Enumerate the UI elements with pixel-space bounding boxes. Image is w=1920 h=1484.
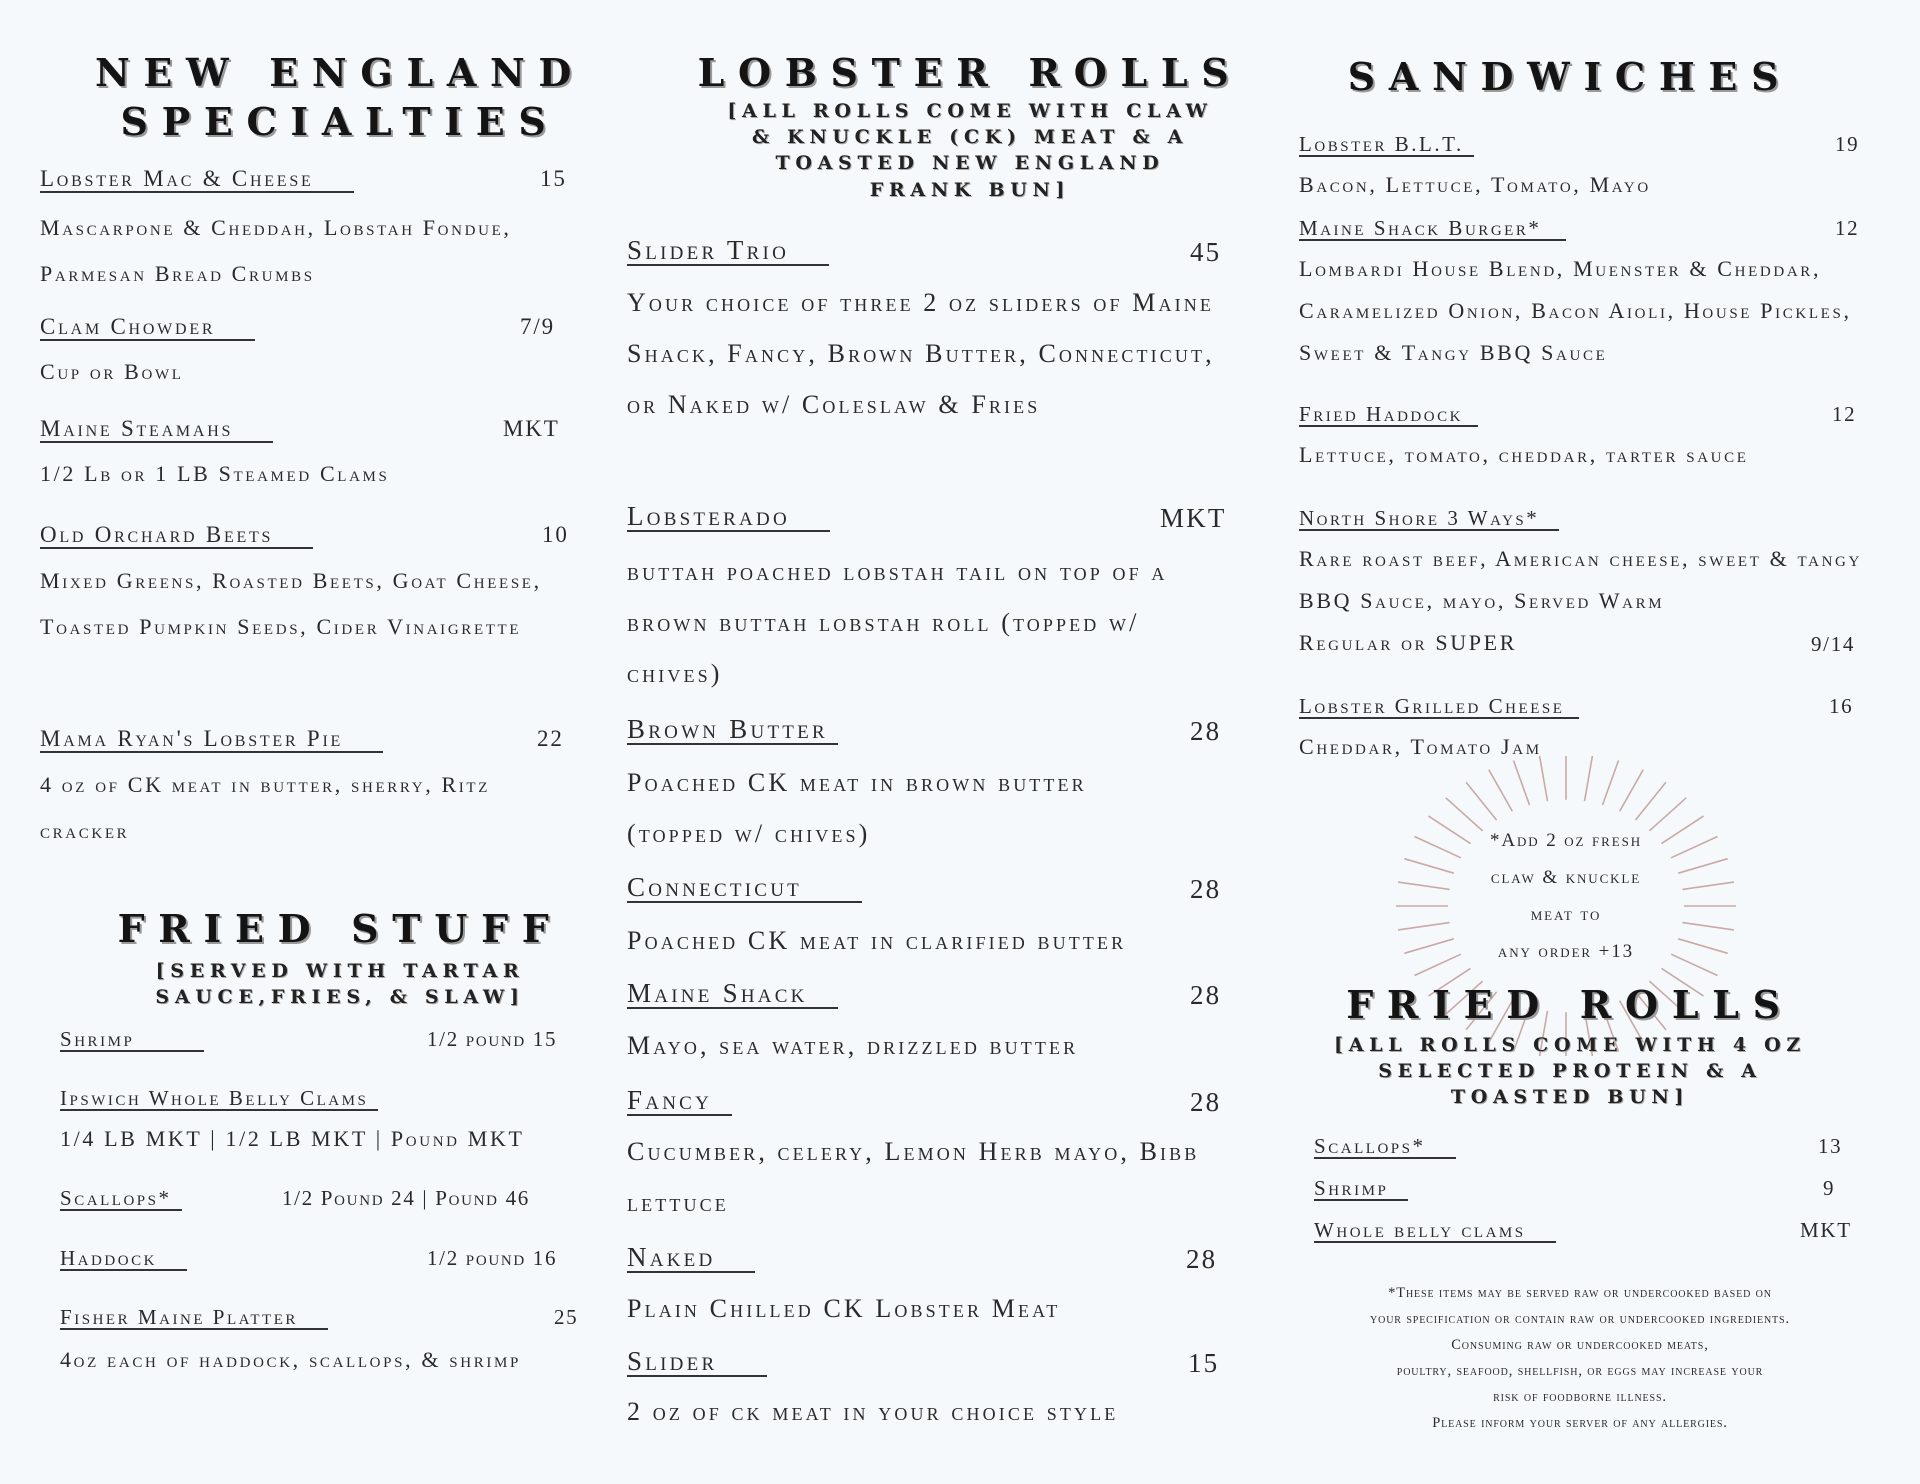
menu-item-price: 1/2 pound 15 [427, 1027, 558, 1051]
sunburst-ray [1620, 770, 1644, 812]
menu-item-price: 9 [1823, 1176, 1836, 1200]
menu-item-desc: Lombardi House Blend, Muenster & Cheddar, Caramelized Onion, Bacon Aioli, House Pickles, Sweet & Tangy BBQ Sauce [1299, 256, 1852, 365]
specialties-title-line1: NEW ENGLAND [94, 50, 586, 95]
disclaimer-line5: risk of foodborne illness. [1493, 1389, 1667, 1405]
menu-item-desc: 4 oz of CK meat in butter, sherry, Ritz cracker [40, 772, 491, 843]
menu-item-name: Ipswich Whole Belly Clams [60, 1086, 378, 1111]
menu-item-name: Scallops* [60, 1186, 182, 1211]
menu-item-price: 12 [1832, 402, 1857, 426]
addon-note [1446, 822, 1686, 970]
menu-item-price: MKT [1800, 1218, 1852, 1242]
addon-line2: claw & knuckle [1490, 867, 1642, 888]
sunburst-ray [1539, 756, 1547, 801]
sunburst-ray [1603, 761, 1619, 806]
menu-item-price: 1/2 Pound 24 | Pound 46 [282, 1186, 530, 1210]
menu-item-name: Connecticut [627, 872, 862, 903]
menu-item-price: 22 [537, 726, 564, 751]
menu-item-name: Shrimp [1314, 1176, 1408, 1201]
menu-item-desc: Cucumber, celery, Lemon Herb mayo, Bibb lettuce [627, 1137, 1200, 1217]
menu-item-price: 15 [1188, 1348, 1220, 1378]
menu-item-price: 7/9 [520, 314, 555, 339]
fried-stuff-subtitle-line2: SAUCE,FRIES, & SLAW] [155, 986, 525, 1009]
menu-item-name: Fisher Maine Platter [60, 1305, 328, 1330]
fried-rolls-subtitle-line1: [ALL ROLLS COME WITH 4 OZ [1334, 1034, 1806, 1056]
menu-item-price: 25 [554, 1305, 579, 1329]
menu-item-price: 12 [1835, 216, 1860, 240]
menu-item-price: MKT [503, 416, 560, 441]
menu-item-desc: Plain Chilled CK Lobster Meat [627, 1294, 1061, 1323]
menu-item-desc: Rare roast beef, American cheese, sweet & tangy BBQ Sauce, mayo, Served Warm [1299, 546, 1863, 613]
menu-item-price: 28 [1190, 716, 1222, 746]
menu-item-desc: Lettuce, tomato, cheddar, tarter sauce [1299, 442, 1749, 467]
sunburst-ray [1466, 782, 1497, 820]
menu-item-name: Clam Chowder [40, 314, 255, 341]
menu-item-price: 45 [1190, 237, 1222, 267]
menu-item-desc: buttah poached lobstah tail on top of a brown buttah lobstah roll (topped w/ chives) [627, 557, 1168, 688]
specialties-title-line2: SPECIALTIES [120, 99, 560, 145]
menu-item-name: Maine Shack Burger* [1299, 216, 1566, 241]
menu-item-desc: Mixed Greens, Roasted Beets, Goat Cheese, Toasted Pumpkin Seeds, Cider Vinaigrette [40, 568, 542, 639]
menu-item-name: Mama Ryan's Lobster Pie [40, 726, 383, 753]
menu-item-name: Naked [627, 1242, 755, 1273]
menu-item-price: 28 [1186, 1244, 1218, 1274]
menu-item-desc: Cup or Bowl [40, 359, 184, 384]
sunburst-ray [1683, 923, 1734, 930]
menu-item-desc: 1/4 LB MKT | 1/2 LB MKT | Pound MKT [60, 1126, 525, 1151]
menu-item-name: Slider [627, 1346, 767, 1377]
menu-item-desc: Bacon, Lettuce, Tomato, Mayo [1299, 172, 1651, 197]
menu-item-desc-option: Regular or SUPER [1299, 630, 1518, 655]
menu-item-price: 9/14 [1811, 632, 1856, 656]
menu-item-price: 16 [1829, 694, 1854, 718]
menu-item-desc: Poached CK meat in clarified butter [627, 926, 1127, 955]
disclaimer-line6: Please inform your server of any allergies. [1432, 1415, 1728, 1431]
menu-item-desc: Mascarpone & Cheddah, Lobstah Fondue, Parmesan Bread Crumbs [40, 215, 512, 286]
sunburst-ray [1489, 770, 1513, 812]
fried-stuff-subtitle [40, 958, 640, 1010]
menu-item-price: 10 [542, 522, 569, 547]
menu-item-name: Scallops* [1314, 1134, 1456, 1159]
disclaimer [1300, 1280, 1860, 1436]
menu-item-name: Maine Shack [627, 978, 838, 1009]
sunburst-ray [1585, 756, 1593, 801]
lobster-rolls-subtitle-line3: TOASTED NEW ENGLAND [775, 152, 1165, 175]
disclaimer-line4: poultry, seafood, shellfish, or eggs may increase your [1396, 1363, 1764, 1379]
lobster-rolls-subtitle-line2: & KNUCKLE (CK) MEAT & A [751, 126, 1189, 149]
menu-item-name: Lobster B.L.T. [1299, 132, 1474, 157]
specialties-title [40, 48, 640, 147]
menu-item-price: 15 [540, 166, 567, 191]
menu-item-name: Lobster Mac & Cheese [40, 166, 354, 193]
menu-item-name: Fancy [627, 1085, 732, 1116]
menu-item-name: Whole belly clams [1314, 1218, 1556, 1243]
menu-item-price: 28 [1190, 874, 1222, 904]
menu-item-name: Fried Haddock [1299, 402, 1478, 427]
menu-item-desc: 2 oz of ck meat in your choice style [627, 1397, 1119, 1426]
sunburst-ray [1635, 782, 1666, 820]
fried-rolls-subtitle [1290, 1032, 1850, 1111]
menu-item-name: Brown Butter [627, 714, 838, 745]
addon-line3: meat to [1530, 904, 1602, 925]
menu-item-name: Old Orchard Beets [40, 522, 313, 549]
menu-item-name: Lobsterado [627, 501, 830, 532]
fried-stuff-title: FRIED STUFF [117, 906, 563, 951]
addon-line1: *Add 2 oz fresh [1489, 830, 1643, 851]
disclaimer-line2: your specification or contain raw or undercooked ingredients. [1370, 1311, 1790, 1327]
lobster-rolls-subtitle-line4: FRANK BUN] [869, 178, 1071, 201]
menu-item-desc: Mayo, sea water, drizzled butter [627, 1031, 1079, 1060]
sunburst-ray [1398, 882, 1449, 889]
menu-item-desc: Poached CK meat in brown butter (topped w/ chives) [627, 768, 1087, 848]
addon-line4: any order +13 [1497, 941, 1635, 962]
fried-rolls-subtitle-line3: TOASTED BUN] [1450, 1086, 1690, 1109]
menu-item-desc: 1/2 Lb or 1 LB Steamed Clams [40, 461, 390, 486]
lobster-rolls-title: LOBSTER ROLLS [697, 50, 1243, 95]
menu-item-price: 13 [1818, 1134, 1843, 1158]
menu-item-price: 1/2 pound 16 [427, 1246, 558, 1270]
menu-item-price: 19 [1835, 132, 1860, 156]
menu-item-price: MKT [1160, 503, 1227, 533]
lobster-rolls-subtitle [640, 98, 1300, 203]
fried-stuff-subtitle-line1: [SERVED WITH TARTAR [155, 960, 525, 982]
menu-item-name: Shrimp [60, 1027, 204, 1052]
sunburst-ray [1683, 882, 1734, 889]
menu-item-name: Haddock [60, 1246, 187, 1271]
menu-item-desc: 4oz each of haddock, scallops, & shrimp [60, 1347, 521, 1372]
menu-item-desc: Your choice of three 2 oz sliders of Maine Shack, Fancy, Brown Butter, Connecticut, or Naked w/ Coleslaw & Fries [627, 288, 1215, 419]
sunburst-ray [1398, 923, 1449, 930]
menu-item-name: North Shore 3 Ways* [1299, 506, 1559, 531]
menu-item-price: 28 [1190, 1087, 1222, 1117]
disclaimer-line1: *These items may be served raw or undercooked based on [1388, 1285, 1772, 1301]
sandwiches-title: SANDWICHES [1347, 54, 1793, 99]
fried-rolls-title: FRIED ROLLS [1346, 982, 1794, 1027]
menu-item-desc: Cheddar, Tomato Jam [1299, 734, 1542, 759]
sunburst-ray [1514, 761, 1530, 806]
disclaimer-line3: Consuming raw or undercooked meats, [1451, 1337, 1709, 1353]
menu-item-price: 28 [1190, 980, 1222, 1010]
lobster-rolls-subtitle-line1: [ALL ROLLS COME WITH CLAW [727, 100, 1213, 122]
menu-item-name: Maine Steamahs [40, 416, 273, 443]
fried-rolls-subtitle-line2: SELECTED PROTEIN & A [1378, 1060, 1762, 1083]
menu-item-name: Lobster Grilled Cheese [1299, 694, 1579, 719]
menu-item-name: Slider Trio [627, 235, 829, 266]
